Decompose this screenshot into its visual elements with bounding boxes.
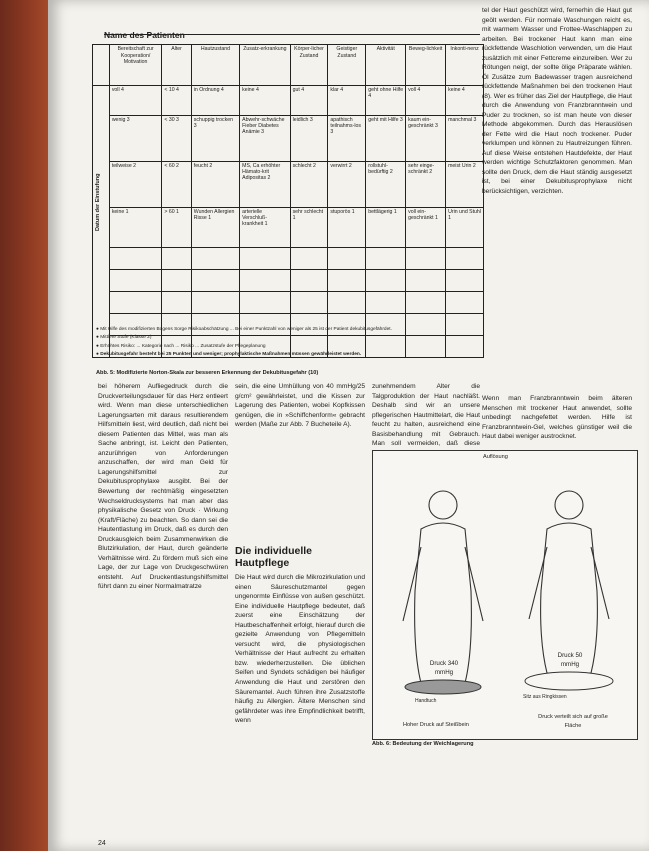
table-cell: geht mit Hilfe 3 bbox=[366, 116, 406, 162]
row-label-cell bbox=[93, 86, 110, 358]
table-cell: teilweise 2 bbox=[109, 162, 162, 208]
table-cell: geht ohne Hilfe 4 bbox=[366, 86, 406, 116]
table-cell: < 10 4 bbox=[162, 86, 191, 116]
table-caption: Abb. 5: Modifizierte Norton-Skala zur besseren Erkennung der Dekubitusgefahr (10) bbox=[96, 370, 319, 376]
note-item: ● Erhöhtes Risiko: ... Kategorie nach ... Risiko ... Zusatzstufe der Pflegeplanung bbox=[96, 343, 266, 349]
figure-top-label: Auflösung bbox=[483, 454, 508, 460]
col-header: Aktivität bbox=[366, 45, 406, 86]
table-cell: voll 4 bbox=[109, 86, 162, 116]
table-cell: arterielle Verschluß-krankheit 1 bbox=[240, 208, 290, 248]
table-cell: MS, Ca erhöhter Hämato-krit Adipositas 2 bbox=[240, 162, 290, 208]
table-cell: verwirrt 2 bbox=[328, 162, 366, 208]
table-cell: Wunden Allergien Risse 1 bbox=[191, 208, 239, 248]
section-heading: Die individuelle Hautpflege bbox=[235, 545, 313, 569]
left-base-label: Handtuch bbox=[415, 698, 437, 704]
text-column-1: bei höherem Aufliegedruck durch die Druckverteilungsdauer für das Herz entleert wird. Wenn man diese unterschiedlichen Lagerungsarten mit daraus resultierendem Hilfsmitteln liest, wird deutlich, daß nicht bei diesem Patienten das Mittel, was man als Sache anbringt, ist. Leicht den Patienten, anzurührigen von Anforderungen anzuschaffen, der wird man Geld für Lagerungshilfsmittel zur Dekubitusprophylaxe ausgibt. Bei der Bewertung der rechtmäßig eingesetzten Wechseldrucksystems hat man aber das physikalische Gesetz von Druck · Wirkung (Kraft/Fläche) zu beachten. So dann sei die Hautentlastung im Druck, daß es durch den Druckausgleich beim Zusammenwirken die Blutzirkulation, der Haut, durch geänderte Verhältnisse wird. Zu fördern muß sich eine Lage, der zur Lage von Druckgeschwüren entsteht. Auf Druckentlastungshilfsmittel führt dann zu einer Normalmatratze bbox=[98, 383, 228, 591]
left-caption: Hoher Druck auf Steißbein bbox=[403, 722, 469, 728]
row-label: Datum der Einstufung bbox=[95, 173, 101, 231]
right-cushion-shape bbox=[525, 672, 613, 690]
col-header: Inkonti-nenz bbox=[446, 45, 484, 86]
text-column-2b: Die Haut wird durch die Mikrozirkulation und einen Säureschutzmantel gegen ungenormte Einflüsse von außen geschützt. Eine individuelle Hautpflege bedeutet, daß zuerst eine Einschätzung der Hautbeschaffenheit erfolgt, hierauf durch die gezielte Anwendung von Pflegemitteln versucht wird, die physiologischen Verhältnisse der Haut aufrecht zu erhalten bzw. wiederherzustellen. Die üblichen Seifen und Syndets schädigen bei häufiger Anwendung die Haut und zerstören den Säuremantel. Auch führen ihre Zusatzstoffe häufig zu Allergien. Ältere Menschen sind gefährdeter was ihre Empfindlichkeit betrifft, wenn bbox=[235, 574, 365, 725]
col-header: Zusatz-erkrankung bbox=[240, 45, 290, 86]
table-cell: schuppig trocken 3 bbox=[191, 116, 239, 162]
table-cell: Urin und Stuhl 1 bbox=[446, 208, 484, 248]
title-underline bbox=[104, 34, 480, 35]
table-cell: schlecht 2 bbox=[290, 162, 328, 208]
col-header: Hautzustand bbox=[191, 45, 239, 86]
corner-cell bbox=[93, 45, 110, 86]
text-column-3: zunehmendem Alter die Talgproduktion der Haut nachläßt. Deshalb sind wir an unsere pflegerischen Hautmittelart, die Haut feucht zu halten, ausreichend eine Basisbehandlung mit Gebrauch. Man soll vermeiden, daß diese bbox=[372, 383, 480, 448]
table-cell: apathisch teilnahms-los 3 bbox=[328, 116, 366, 162]
left-pressure-label: Druck 340 mmHg bbox=[429, 660, 459, 677]
note-item: ● Mit Hilfe des modifizierten Bogens Sorge Risikoabschätzung ... Bei einer Punktzahl von weniger als 25 ist der Patient dekubitusgefährdet. bbox=[96, 327, 392, 332]
table-cell: wenig 3 bbox=[109, 116, 162, 162]
col-header: Bereitschaft zur Kooperation/ Motivation bbox=[109, 45, 162, 86]
right-caption: Druck verteilt sich auf große Fläche bbox=[538, 714, 608, 730]
table-cell: < 60 2 bbox=[162, 162, 191, 208]
table-cell: bettlägerig 1 bbox=[366, 208, 406, 248]
table-cell: sehr schlecht 1 bbox=[290, 208, 328, 248]
table-cell: keine 1 bbox=[109, 208, 162, 248]
right-column-bottom: Wenn man Franzbranntwein beim älteren Menschen mit trockener Haut anwendet, sollte unbedingt nachgefettet werden. Hilfe ist Franzbranntwein-Gel, welches günstiger weil die Haut dabei weniger austrocknet. bbox=[482, 395, 632, 440]
col-header: Geistiger Zustand bbox=[328, 45, 366, 86]
table-cell: in Ordnung 4 bbox=[191, 86, 239, 116]
empty-row bbox=[93, 292, 484, 314]
note-item: ● Dekubitusgefahr besteht bei 25 Punkten und weniger; prophylaktische Maßnahmen müssen gewährleistet werden. bbox=[96, 352, 362, 358]
empty-row bbox=[93, 248, 484, 270]
note-item: ● Mittlere Stufe (Klasse 2) bbox=[96, 335, 152, 341]
norton-scale-table bbox=[92, 44, 484, 358]
table-cell: sehr einge-schränkt 2 bbox=[406, 162, 446, 208]
left-base-shape bbox=[405, 680, 481, 694]
figure-caption: Abb. 6: Bedeutung der Weichlagerung bbox=[372, 741, 474, 747]
pressure-figure bbox=[372, 450, 638, 740]
table-cell: klar 4 bbox=[328, 86, 366, 116]
table-cell: stuporös 1 bbox=[328, 208, 366, 248]
table-cell: meist Urin 2 bbox=[446, 162, 484, 208]
table-notes bbox=[96, 326, 482, 360]
right-pressure-label: Druck 50 mmHg bbox=[557, 652, 583, 669]
table-cell: voll 4 bbox=[406, 86, 446, 116]
table-cell: feucht 2 bbox=[191, 162, 239, 208]
figure-drawing bbox=[373, 451, 637, 739]
col-header: Körper-licher Zustand bbox=[290, 45, 328, 86]
table-cell: rollstuhl-bedürftig 2 bbox=[366, 162, 406, 208]
table-cell: leidlich 3 bbox=[290, 116, 328, 162]
col-header: Alter bbox=[162, 45, 191, 86]
table-cell: Abwehr-schwäche Fieber Diabetes Anämie 3 bbox=[240, 116, 290, 162]
table-cell: manchmal 3 bbox=[446, 116, 484, 162]
table-cell: keine 4 bbox=[240, 86, 290, 116]
right-person-figure bbox=[529, 491, 609, 673]
right-column-top: tel der Haut geschützt wird, fernerhin die Haut gut geölt werden. Für normale Waschungen reicht es, mit warmem Wasser und Frottee-Waschlappen zu arbeiten. Bei trockener Haut kann man eine rückfettende Waschlotion verwenden, um die Haut zusätzlich mit einer Fettcreme einzureiben. Wer zu Rötungen neigt, der sollte ölige Präparate wählen. Öl Zusätze zum Badewasser tragen ausreichend rückfettende Maßnahmen bei den trockenen Haut (8). Wer es früher das Ziel der Hautpflege, die Haut durch die Anwendung von Franzbranntwein und Puder zu trocknen, so ist man heute von dieser Methode abgekommen. Durch das Herauslösen der Fette wird die Haut noch trockener. Puder verklumpen und können zu Hautreizungen führen. Auf diese Weise entstehen Hautdefekte, der Haut werden wichtige Schutzfaktoren genommen. Man sollte den Druck, dem die Haut ständig ausgesetzt ist, bei einer Dekubitusprophylaxe nicht berücksichtigen, verzichten. bbox=[482, 7, 632, 195]
right-base-label: Sitz aus Ringkissen bbox=[523, 694, 567, 700]
table-cell: keine 4 bbox=[446, 86, 484, 116]
table-cell: gut 4 bbox=[290, 86, 328, 116]
empty-row bbox=[93, 270, 484, 292]
book-spine bbox=[0, 0, 48, 851]
table-cell: < 30 3 bbox=[162, 116, 191, 162]
col-header: Beweg-lichkeit bbox=[406, 45, 446, 86]
page-number: 24 bbox=[98, 840, 106, 847]
table-cell: kaum ein-geschränkt 3 bbox=[406, 116, 446, 162]
table-cell: > 60 1 bbox=[162, 208, 191, 248]
table-cell: voll ein-geschränkt 1 bbox=[406, 208, 446, 248]
left-person-figure bbox=[403, 491, 483, 683]
text-column-2: sein, die eine Umhüllung von 40 mmHg/25 g/cm² gewährleistet, und die Kissen zur Lagerung des Patienten, wobei Kopfkissen genügen, die in »Schiffchenform« gebracht werden (Maße zur Abb. 7 Bucheteile A). bbox=[235, 383, 365, 429]
table-title: Name des Patienten bbox=[104, 30, 185, 40]
